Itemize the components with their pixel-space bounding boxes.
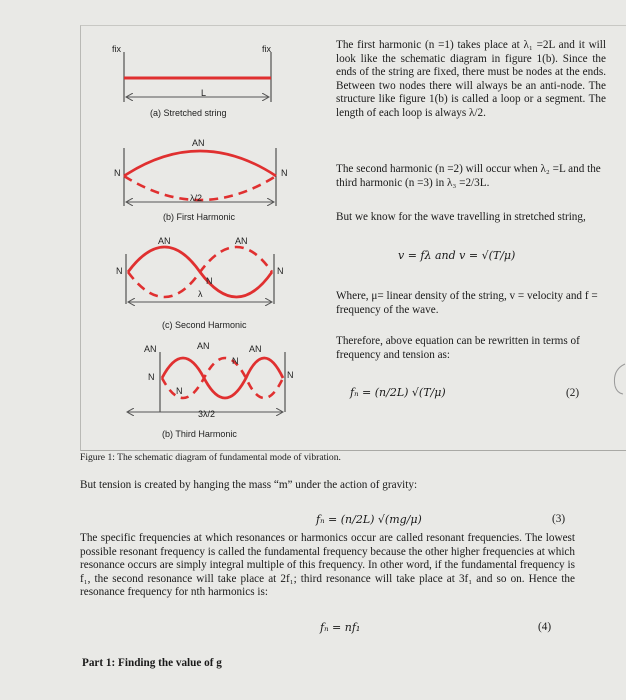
first-harmonic-paragraph: The first harmonic (n =1) takes place at λ₁ =2L and it will look like the schematic diagram in figure 1(b). Since the ends of the string are fixed, there must be nodes at the ends. Between two nodes there will always be an anti-node. The structure like figure 1(b) is called a loop or a segment. The length of each loop is always λ/2. <box>336 39 606 119</box>
equation-number-2: (2) <box>566 387 580 399</box>
tension-paragraph: But tension is created by hanging the mass “m” under the action of gravity: <box>80 479 418 491</box>
velocity-equation: v = fλ and v = √(T/μ) <box>398 249 516 262</box>
fix-label-right: fix <box>262 44 271 54</box>
caption-a: (a) Stretched string <box>150 108 227 118</box>
node-label-d-mid1: N <box>176 386 183 396</box>
fix-label-left: fix <box>112 44 121 54</box>
node-label-b-left: N <box>114 168 121 178</box>
antinode-label-d-1: AN <box>144 344 157 354</box>
node-label-c-right: N <box>277 266 284 276</box>
second-harmonic-paragraph: The second harmonic (n =2) will occur when λ₂ =L and the third harmonic (n =3) in λ₃ =2/3L. <box>336 163 601 189</box>
antinode-label-c-1: AN <box>158 236 171 246</box>
equation-number-4: (4) <box>538 621 552 633</box>
rewrite-paragraph: Therefore, above equation can be rewritten in terms of frequency and tension as: <box>336 335 580 361</box>
length-label-c: λ <box>198 289 203 299</box>
antinode-label-d-3: AN <box>249 344 262 354</box>
page-edge-curve <box>610 362 626 396</box>
caption-b: (b) First Harmonic <box>163 212 236 222</box>
figure-caption: Figure 1: The schematic diagram of fundamental mode of vibration. <box>80 452 341 463</box>
node-label-d-right: N <box>287 370 294 380</box>
node-label-c-mid: N <box>206 276 213 286</box>
antinode-label-d-2: AN <box>197 341 210 351</box>
antinode-label-b: AN <box>192 138 205 148</box>
antinode-label-c-2: AN <box>235 236 248 246</box>
length-label-d: 3λ/2 <box>198 409 216 419</box>
equation-number-3: (3) <box>552 513 566 525</box>
caption-c: (c) Second Harmonic <box>162 320 247 330</box>
length-label-b: λ/2 <box>190 193 203 203</box>
frequency-mass-equation: fₙ = (n/2L) √(mg/μ) <box>316 513 422 526</box>
density-paragraph: Where, μ= linear density of the string, v = velocity and f = frequency of the wave. <box>336 290 598 316</box>
frequency-tension-equation: fₙ = (n/2L) √(T/μ) <box>350 386 446 399</box>
node-label-b-right: N <box>281 168 288 178</box>
part1-heading: Part 1: Finding the value of g <box>82 657 222 669</box>
caption-d: (b) Third Harmonic <box>162 429 237 439</box>
node-label-d-left: N <box>148 372 155 382</box>
node-label-c-left: N <box>116 266 123 276</box>
node-label-d-mid2: N <box>232 356 239 366</box>
harmonic-frequency-equation: fₙ = nf₁ <box>320 621 361 634</box>
length-label-a: L <box>201 88 207 98</box>
first-harmonic-wave-upper <box>124 151 276 176</box>
wave-string-paragraph: But we know for the wave travelling in stretched string, <box>336 211 586 223</box>
resonant-frequency-paragraph: The specific frequencies at which resonances or harmonics occur are called resonant frequencies. The lowest possible resonant frequency is called the fundamental frequency because the other higher frequencies at which resonance occurs are simply integral multiple of this frequency. In other word, if the fundamental frequency is f₁, the second resonance will take place at 2f₁; third resonance will take place at 3f₁ and so on. Hence the resonance frequency for nth harmonics is: <box>80 532 575 599</box>
